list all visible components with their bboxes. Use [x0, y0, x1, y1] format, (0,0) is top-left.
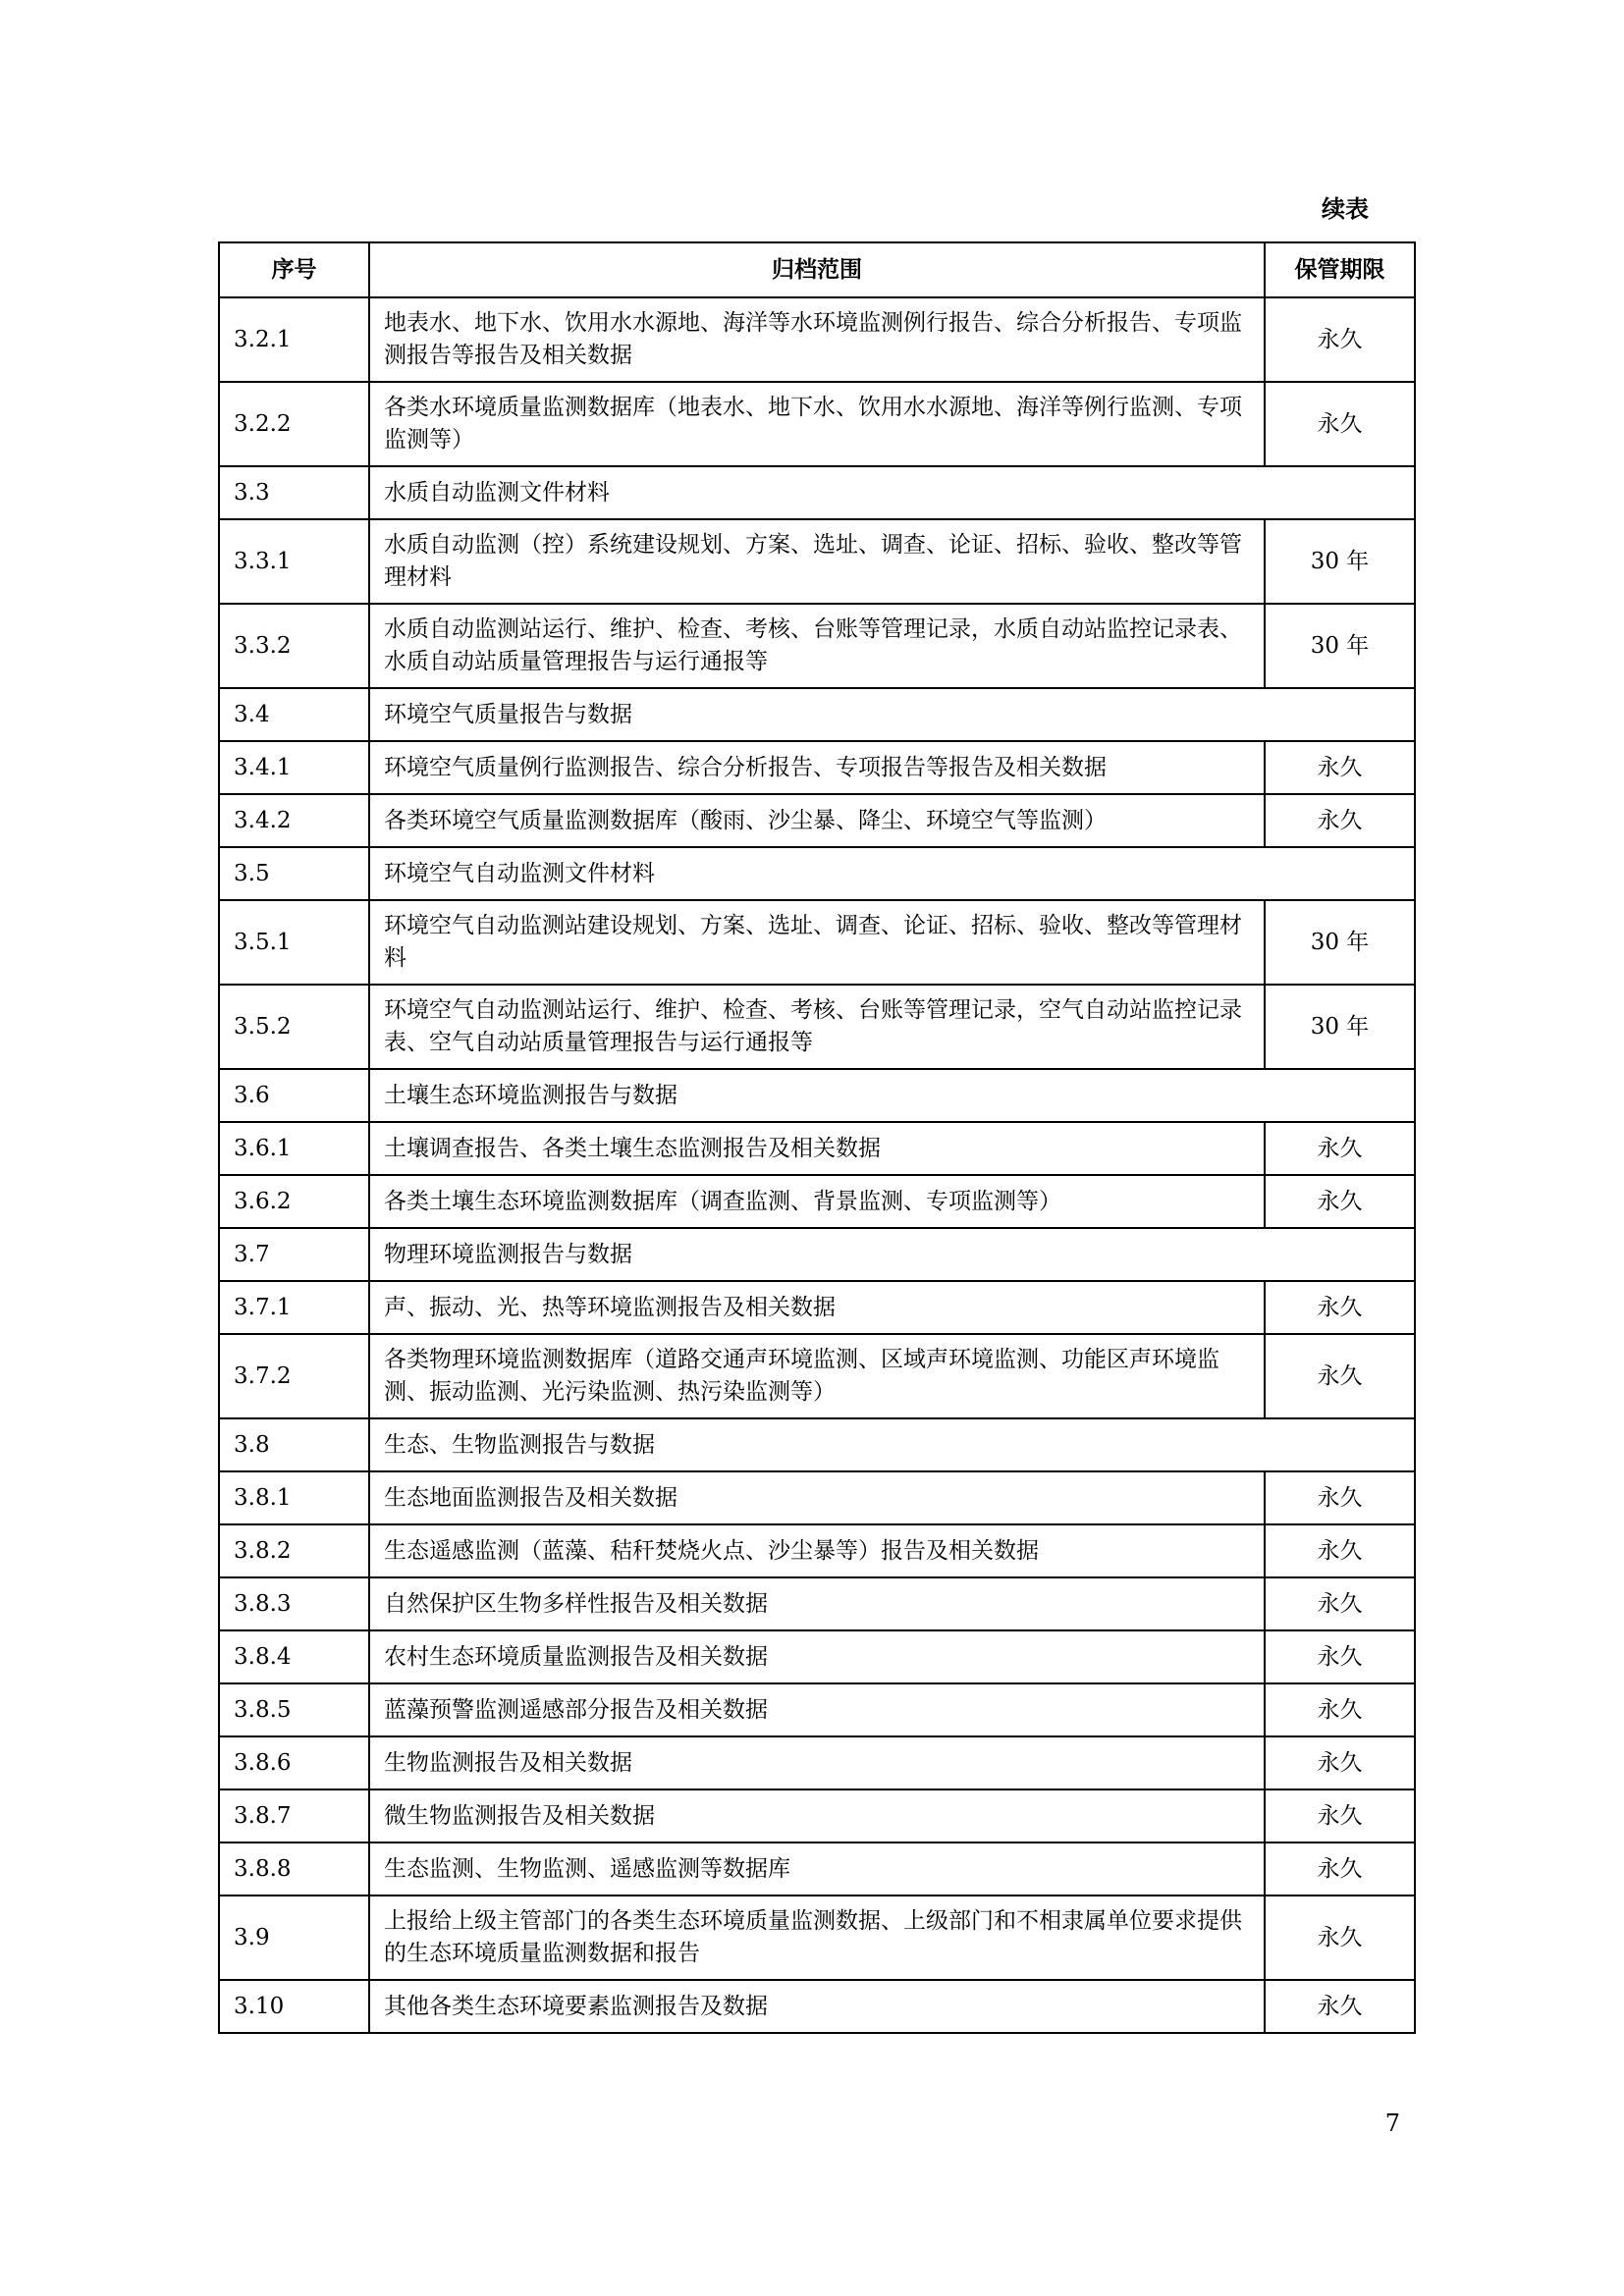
retention-period-cell: 永久 [1265, 1281, 1415, 1334]
retention-period-cell: 永久 [1265, 1630, 1415, 1683]
serial-number-cell: 3.8.3 [219, 1577, 369, 1630]
retention-period-cell: 永久 [1265, 1122, 1415, 1175]
archive-scope-cell: 环境空气自动监测站运行、维护、检查、考核、台账等管理记录，空气自动站监控记录表、空气自动站质量管理报告与运行通报等 [369, 985, 1265, 1069]
archive-scope-cell: 各类水环境质量监测数据库（地表水、地下水、饮用水水源地、海洋等例行监测、专项监测等） [369, 382, 1265, 466]
table-row [219, 1980, 1415, 2033]
serial-number-cell: 3.8.8 [219, 1842, 369, 1896]
table-row [219, 297, 1415, 382]
archive-scope-cell: 各类土壤生态环境监测数据库（调查监测、背景监测、专项监测等） [369, 1175, 1265, 1228]
retention-period-cell: 永久 [1265, 1789, 1415, 1842]
serial-number-cell: 3.10 [219, 1980, 369, 2033]
serial-number-cell: 3.2.2 [219, 382, 369, 466]
table-row [219, 1789, 1415, 1842]
serial-number-cell: 3.3.1 [219, 519, 369, 604]
table-row [219, 1683, 1415, 1736]
serial-number-cell: 3.7.1 [219, 1281, 369, 1334]
archive-scope-cell: 各类物理环境监测数据库（道路交通声环境监测、区域声环境监测、功能区声环境监测、振动监测、光污染监测、热污染监测等） [369, 1334, 1265, 1418]
table-row [219, 1334, 1415, 1418]
archive-scope-cell: 生态遥感监测（蓝藻、秸秆焚烧火点、沙尘暴等）报告及相关数据 [369, 1524, 1265, 1577]
retention-period-cell: 永久 [1265, 297, 1415, 382]
archive-table [218, 241, 1416, 2034]
table-row [219, 1524, 1415, 1577]
serial-number-cell: 3.5 [219, 847, 369, 900]
serial-number-cell: 3.2.1 [219, 297, 369, 382]
archive-scope-cell: 环境空气自动监测站建设规划、方案、选址、调查、论证、招标、验收、整改等管理材料 [369, 900, 1265, 985]
section-title-cell: 环境空气质量报告与数据 [369, 688, 1415, 741]
retention-period-cell: 永久 [1265, 1577, 1415, 1630]
serial-number-cell: 3.4 [219, 688, 369, 741]
table-row [219, 1281, 1415, 1334]
retention-period-cell: 永久 [1265, 1683, 1415, 1736]
section-row [219, 1418, 1415, 1471]
archive-scope-cell: 水质自动监测（控）系统建设规划、方案、选址、调查、论证、招标、验收、整改等管理材料 [369, 519, 1265, 604]
serial-number-cell: 3.8.7 [219, 1789, 369, 1842]
retention-period-cell: 永久 [1265, 794, 1415, 847]
section-title-cell: 物理环境监测报告与数据 [369, 1228, 1415, 1281]
header-archive-scope: 归档范围 [369, 242, 1265, 297]
serial-number-cell: 3.6 [219, 1069, 369, 1122]
section-row [219, 1228, 1415, 1281]
header-retention-period: 保管期限 [1265, 242, 1415, 297]
serial-number-cell: 3.8.5 [219, 1683, 369, 1736]
archive-scope-cell: 地表水、地下水、饮用水水源地、海洋等水环境监测例行报告、综合分析报告、专项监测报告等报告及相关数据 [369, 297, 1265, 382]
serial-number-cell: 3.9 [219, 1896, 369, 1980]
table-row [219, 1175, 1415, 1228]
retention-period-cell: 30 年 [1265, 519, 1415, 604]
retention-period-cell: 永久 [1265, 1524, 1415, 1577]
archive-scope-cell: 水质自动监测站运行、维护、检查、考核、台账等管理记录，水质自动站监控记录表、水质自动站质量管理报告与运行通报等 [369, 604, 1265, 688]
section-title-cell: 土壤生态环境监测报告与数据 [369, 1069, 1415, 1122]
retention-period-cell: 永久 [1265, 1334, 1415, 1418]
section-row [219, 1069, 1415, 1122]
section-title-cell: 生态、生物监测报告与数据 [369, 1418, 1415, 1471]
table-row [219, 1471, 1415, 1524]
table-row [219, 1736, 1415, 1789]
archive-scope-cell: 环境空气质量例行监测报告、综合分析报告、专项报告等报告及相关数据 [369, 741, 1265, 794]
table-body [219, 297, 1415, 2033]
serial-number-cell: 3.4.1 [219, 741, 369, 794]
continue-label: 续表 [1322, 195, 1369, 223]
serial-number-cell: 3.7.2 [219, 1334, 369, 1418]
retention-period-cell: 永久 [1265, 1842, 1415, 1896]
retention-period-cell: 永久 [1265, 1980, 1415, 2033]
table-row [219, 1122, 1415, 1175]
retention-period-cell: 永久 [1265, 1736, 1415, 1789]
section-row [219, 847, 1415, 900]
archive-scope-cell: 生态地面监测报告及相关数据 [369, 1471, 1265, 1524]
page-number: 7 [1384, 2109, 1400, 2137]
section-title-cell: 环境空气自动监测文件材料 [369, 847, 1415, 900]
retention-period-cell: 永久 [1265, 1471, 1415, 1524]
table-row [219, 519, 1415, 604]
retention-period-cell: 永久 [1265, 382, 1415, 466]
serial-number-cell: 3.8 [219, 1418, 369, 1471]
serial-number-cell: 3.5.2 [219, 985, 369, 1069]
archive-scope-cell: 生物监测报告及相关数据 [369, 1736, 1265, 1789]
section-row [219, 466, 1415, 519]
serial-number-cell: 3.3.2 [219, 604, 369, 688]
archive-scope-cell: 生态监测、生物监测、遥感监测等数据库 [369, 1842, 1265, 1896]
retention-period-cell: 30 年 [1265, 985, 1415, 1069]
archive-scope-cell: 自然保护区生物多样性报告及相关数据 [369, 1577, 1265, 1630]
serial-number-cell: 3.4.2 [219, 794, 369, 847]
serial-number-cell: 3.7 [219, 1228, 369, 1281]
archive-scope-cell: 声、振动、光、热等环境监测报告及相关数据 [369, 1281, 1265, 1334]
retention-period-cell: 30 年 [1265, 604, 1415, 688]
serial-number-cell: 3.8.1 [219, 1471, 369, 1524]
retention-period-cell: 永久 [1265, 1896, 1415, 1980]
serial-number-cell: 3.6.2 [219, 1175, 369, 1228]
table-row [219, 604, 1415, 688]
retention-period-cell: 30 年 [1265, 900, 1415, 985]
serial-number-cell: 3.6.1 [219, 1122, 369, 1175]
archive-scope-cell: 蓝藻预警监测遥感部分报告及相关数据 [369, 1683, 1265, 1736]
archive-scope-cell: 农村生态环境质量监测报告及相关数据 [369, 1630, 1265, 1683]
table-row [219, 900, 1415, 985]
table-row [219, 1896, 1415, 1980]
serial-number-cell: 3.5.1 [219, 900, 369, 985]
table-row [219, 985, 1415, 1069]
retention-period-cell: 永久 [1265, 741, 1415, 794]
table-row [219, 1630, 1415, 1683]
retention-period-cell: 永久 [1265, 1175, 1415, 1228]
archive-scope-cell: 土壤调查报告、各类土壤生态监测报告及相关数据 [369, 1122, 1265, 1175]
table-header-row [219, 242, 1415, 297]
table-row [219, 1577, 1415, 1630]
serial-number-cell: 3.8.4 [219, 1630, 369, 1683]
archive-scope-cell: 微生物监测报告及相关数据 [369, 1789, 1265, 1842]
table-row [219, 741, 1415, 794]
archive-scope-cell: 各类环境空气质量监测数据库（酸雨、沙尘暴、降尘、环境空气等监测） [369, 794, 1265, 847]
archive-scope-cell: 其他各类生态环境要素监测报告及数据 [369, 1980, 1265, 2033]
table-row [219, 382, 1415, 466]
table-row [219, 1842, 1415, 1896]
section-title-cell: 水质自动监测文件材料 [369, 466, 1415, 519]
serial-number-cell: 3.8.6 [219, 1736, 369, 1789]
archive-scope-cell: 上报给上级主管部门的各类生态环境质量监测数据、上级部门和不相隶属单位要求提供的生态环境质量监测数据和报告 [369, 1896, 1265, 1980]
serial-number-cell: 3.8.2 [219, 1524, 369, 1577]
serial-number-cell: 3.3 [219, 466, 369, 519]
section-row [219, 688, 1415, 741]
table-row [219, 794, 1415, 847]
header-serial-number: 序号 [219, 242, 369, 297]
